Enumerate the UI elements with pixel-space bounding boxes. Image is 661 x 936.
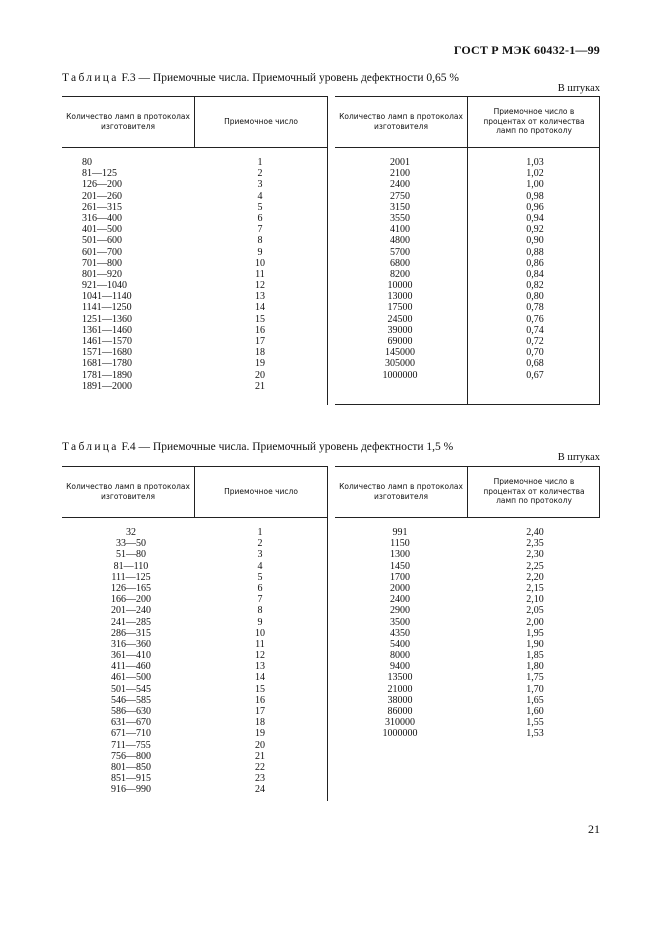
table-cell: 13 <box>255 291 265 303</box>
table-cell: 1,90 <box>526 638 544 650</box>
table-cell: 401—500 <box>82 224 122 236</box>
table-cell: 126—165 <box>111 582 151 594</box>
page-number: 21 <box>588 822 600 836</box>
table-cell: 2,20 <box>526 571 544 583</box>
header-lamp-count: Количество ламп в протоколах изготовителя <box>339 112 463 131</box>
table-cell: 305000 <box>385 358 415 370</box>
table-cell: 2750 <box>390 190 410 202</box>
table-cell: 8 <box>257 235 263 247</box>
table-f3-right-pane <box>335 96 600 405</box>
table-cell: 0,88 <box>526 246 544 258</box>
table-cell: 801—920 <box>82 268 122 280</box>
table-cell: 0,84 <box>526 268 544 280</box>
table-cell: 2400 <box>390 179 410 191</box>
table-cell: 14 <box>255 302 265 314</box>
table-cell: 9 <box>257 246 263 258</box>
table-cell: 15 <box>255 683 265 695</box>
table-cell: 17 <box>255 706 265 717</box>
header-acceptance-number: Приемочное число <box>224 486 298 496</box>
table-cell: 991 <box>392 527 408 538</box>
table-cell: 19 <box>255 728 265 740</box>
table-cell: 16 <box>255 694 265 706</box>
table-cell: 1681—1780 <box>82 358 132 370</box>
table-cell: 2,25 <box>526 560 544 572</box>
table-cell: 2,15 <box>526 582 544 594</box>
table-cell: 0,70 <box>526 347 544 359</box>
table-cell: 2100 <box>390 168 410 180</box>
table-cell: 201—260 <box>82 190 122 202</box>
table-cell: 1,70 <box>526 683 544 695</box>
header-acceptance-number: Приемочное число <box>224 116 298 126</box>
table-cell: 2,30 <box>526 549 544 561</box>
table-cell: 7 <box>257 594 263 606</box>
acceptance-number-column <box>236 157 284 392</box>
table-cell: 8 <box>257 605 263 617</box>
lamp-count-column <box>82 157 132 392</box>
table-cell: 3500 <box>390 616 410 628</box>
table-cell: 3150 <box>390 201 410 213</box>
table-cell: 316—360 <box>111 638 151 650</box>
table-cell: 166—200 <box>111 594 151 606</box>
table-cell: 801—850 <box>111 761 151 773</box>
table-cell: 126—200 <box>82 179 122 191</box>
table-f4-right-pane <box>335 466 600 801</box>
table-cell: 1,65 <box>526 694 544 706</box>
table-cell: 13500 <box>387 672 413 684</box>
table-cell: 1,55 <box>526 717 544 729</box>
table-cell: 361—410 <box>111 650 151 662</box>
table-cell: 601—700 <box>82 246 122 258</box>
table-cell: 1571—1680 <box>82 347 132 359</box>
table-cell: 10 <box>255 627 265 639</box>
caption-text: F.3 — Приемочные числа. Приемочный уровень дефектности 0,65 % <box>121 72 459 84</box>
table-cell: 2000 <box>390 582 410 594</box>
table-cell: 1,60 <box>526 706 544 717</box>
table-cell: 21 <box>255 380 265 392</box>
table-cell: 10 <box>255 257 265 269</box>
table-cell: 0,98 <box>526 190 544 202</box>
table-cell: 1461—1570 <box>82 336 132 347</box>
table-cell: 1141—1250 <box>82 302 132 314</box>
header-percent: Приемочное число в процентах от количества ламп по протоколу <box>483 107 585 136</box>
table-cell: 921—1040 <box>82 280 127 292</box>
lamp-count-column <box>365 157 435 381</box>
table-f4 <box>62 466 600 801</box>
table-f4-caption <box>62 441 453 453</box>
table-cell: 546—585 <box>111 694 151 706</box>
table-cell: 1,00 <box>526 179 544 191</box>
table-cell: 2,00 <box>526 616 544 628</box>
table-cell: 38000 <box>387 694 413 706</box>
table-cell: 2,10 <box>526 594 544 606</box>
table-cell: 1781—1890 <box>82 369 132 381</box>
table-cell: 24500 <box>387 313 413 325</box>
table-cell: 11 <box>255 638 265 650</box>
table-cell: 5 <box>257 571 263 583</box>
table-cell: 2 <box>257 538 263 550</box>
lamp-count-column <box>365 527 435 740</box>
table-cell: 13000 <box>387 291 413 303</box>
table-cell: 586—630 <box>111 706 151 717</box>
table-cell: 1150 <box>390 538 410 550</box>
table-cell: 1450 <box>390 560 410 572</box>
table-cell: 6800 <box>390 257 410 269</box>
header-percent: Приемочное число в процентах от количества ламп по протоколу <box>483 477 585 506</box>
table-cell: 86000 <box>387 706 413 717</box>
table-cell: 1 <box>257 157 263 168</box>
table-cell: 3 <box>257 179 263 191</box>
table-cell: 756—800 <box>111 750 151 762</box>
table-cell: 81—125 <box>82 168 117 180</box>
table-cell: 671—710 <box>111 728 151 740</box>
table-cell: 310000 <box>385 717 415 729</box>
table-cell: 0,94 <box>526 212 544 224</box>
table-cell: 2001 <box>390 157 410 168</box>
table-cell: 6 <box>257 212 263 224</box>
table-cell: 4100 <box>390 224 410 236</box>
table-cell: 20 <box>255 739 265 751</box>
header-lamp-count: Количество ламп в протоколах изготовителя <box>66 482 190 501</box>
table-cell: 4800 <box>390 235 410 247</box>
table-cell: 701—800 <box>82 257 122 269</box>
table-cell: 3550 <box>390 212 410 224</box>
table-cell: 80 <box>82 157 92 168</box>
table-cell: 501—545 <box>111 683 151 695</box>
table-f4-units: В штуках <box>557 452 600 463</box>
table-cell: 1361—1460 <box>82 324 132 336</box>
table-cell: 4350 <box>390 627 410 639</box>
table-cell: 18 <box>255 717 265 729</box>
table-cell: 0,72 <box>526 336 544 347</box>
table-cell: 13 <box>255 661 265 673</box>
table-cell: 2900 <box>390 605 410 617</box>
table-cell: 145000 <box>385 347 415 359</box>
table-cell: 10000 <box>387 280 413 292</box>
table-cell: 2,05 <box>526 605 544 617</box>
table-cell: 5400 <box>390 638 410 650</box>
table-cell: 32 <box>126 527 136 538</box>
table-cell: 411—460 <box>111 661 151 673</box>
table-cell: 81—110 <box>113 560 149 572</box>
table-f3-caption <box>62 72 459 84</box>
table-cell: 711—755 <box>111 739 151 751</box>
table-cell: 8000 <box>390 650 410 662</box>
table-cell: 18 <box>255 347 265 359</box>
table-cell: 8200 <box>390 268 410 280</box>
table-cell: 23 <box>255 773 265 785</box>
table-cell: 316—400 <box>82 212 122 224</box>
table-cell: 1,95 <box>526 627 544 639</box>
table-cell: 17500 <box>387 302 413 314</box>
table-cell: 6 <box>257 582 263 594</box>
table-cell: 286—315 <box>111 627 151 639</box>
table-cell: 39000 <box>387 324 413 336</box>
table-cell: 0,90 <box>526 235 544 247</box>
table-cell: 1700 <box>390 571 410 583</box>
table-cell: 0,76 <box>526 313 544 325</box>
table-cell: 1,53 <box>526 728 544 740</box>
acceptance-number-column <box>236 527 284 796</box>
table-cell: 17 <box>255 336 265 347</box>
caption-text: F.4 — Приемочные числа. Приемочный уровень дефектности 1,5 % <box>121 441 454 453</box>
table-cell: 0,67 <box>526 369 544 381</box>
table-f3-units: В штуках <box>557 83 600 94</box>
table-cell: 5 <box>257 201 263 213</box>
table-cell: 916—990 <box>111 784 151 796</box>
table-cell: 501—600 <box>82 235 122 247</box>
table-cell: 22 <box>255 761 265 773</box>
lamp-count-column <box>82 527 180 796</box>
table-cell: 24 <box>255 784 265 796</box>
table-cell: 0,82 <box>526 280 544 292</box>
table-cell: 0,86 <box>526 257 544 269</box>
table-cell: 9400 <box>390 661 410 673</box>
table-cell: 851—915 <box>111 773 151 785</box>
table-cell: 5700 <box>390 246 410 258</box>
table-cell: 21000 <box>387 683 413 695</box>
table-cell: 1041—1140 <box>82 291 132 303</box>
table-cell: 3 <box>257 549 263 561</box>
table-cell: 7 <box>257 224 263 236</box>
table-cell: 0,68 <box>526 358 544 370</box>
table-cell: 33—50 <box>116 538 146 550</box>
table-cell: 19 <box>255 358 265 370</box>
table-cell: 0,92 <box>526 224 544 236</box>
table-cell: 2,35 <box>526 538 544 550</box>
table-cell: 1,80 <box>526 661 544 673</box>
table-cell: 2,40 <box>526 527 544 538</box>
table-f3 <box>62 96 600 405</box>
percent-column <box>510 527 560 740</box>
table-cell: 1,03 <box>526 157 544 168</box>
table-cell: 14 <box>255 672 265 684</box>
document-code: ГОСТ Р МЭК 60432-1—99 <box>453 43 600 57</box>
percent-column <box>510 157 560 381</box>
table-cell: 4 <box>257 560 263 572</box>
header-lamp-count: Количество ламп в протоколах изготовителя <box>66 112 190 131</box>
table-cell: 0,96 <box>526 201 544 213</box>
table-cell: 9 <box>257 616 263 628</box>
table-cell: 1891—2000 <box>82 380 132 392</box>
table-cell: 51—80 <box>116 549 146 561</box>
table-cell: 69000 <box>387 336 413 347</box>
table-cell: 0,78 <box>526 302 544 314</box>
table-cell: 1 <box>257 527 263 538</box>
caption-label: Таблица <box>62 441 119 453</box>
table-cell: 12 <box>255 650 265 662</box>
table-cell: 201—240 <box>111 605 151 617</box>
table-cell: 1000000 <box>382 369 418 381</box>
table-cell: 16 <box>255 324 265 336</box>
table-cell: 1,02 <box>526 168 544 180</box>
table-cell: 2 <box>257 168 263 180</box>
table-cell: 0,80 <box>526 291 544 303</box>
header-lamp-count: Количество ламп в протоколах изготовителя <box>339 482 463 501</box>
caption-label: Таблица <box>62 72 119 84</box>
table-cell: 2400 <box>390 594 410 606</box>
table-cell: 0,74 <box>526 324 544 336</box>
table-cell: 631—670 <box>111 717 151 729</box>
table-cell: 20 <box>255 369 265 381</box>
table-cell: 4 <box>257 190 263 202</box>
table-cell: 1,85 <box>526 650 544 662</box>
table-cell: 261—315 <box>82 201 122 213</box>
table-cell: 1,75 <box>526 672 544 684</box>
table-cell: 12 <box>255 280 265 292</box>
table-cell: 461—500 <box>111 672 151 684</box>
table-cell: 1300 <box>390 549 410 561</box>
table-f4-left-pane <box>62 466 327 801</box>
table-cell: 111—125 <box>111 571 151 583</box>
table-cell: 15 <box>255 313 265 325</box>
table-cell: 21 <box>255 750 265 762</box>
table-cell: 1000000 <box>382 728 418 740</box>
table-f3-left-pane <box>62 96 327 405</box>
table-cell: 241—285 <box>111 616 151 628</box>
table-cell: 11 <box>255 268 265 280</box>
table-cell: 1251—1360 <box>82 313 132 325</box>
